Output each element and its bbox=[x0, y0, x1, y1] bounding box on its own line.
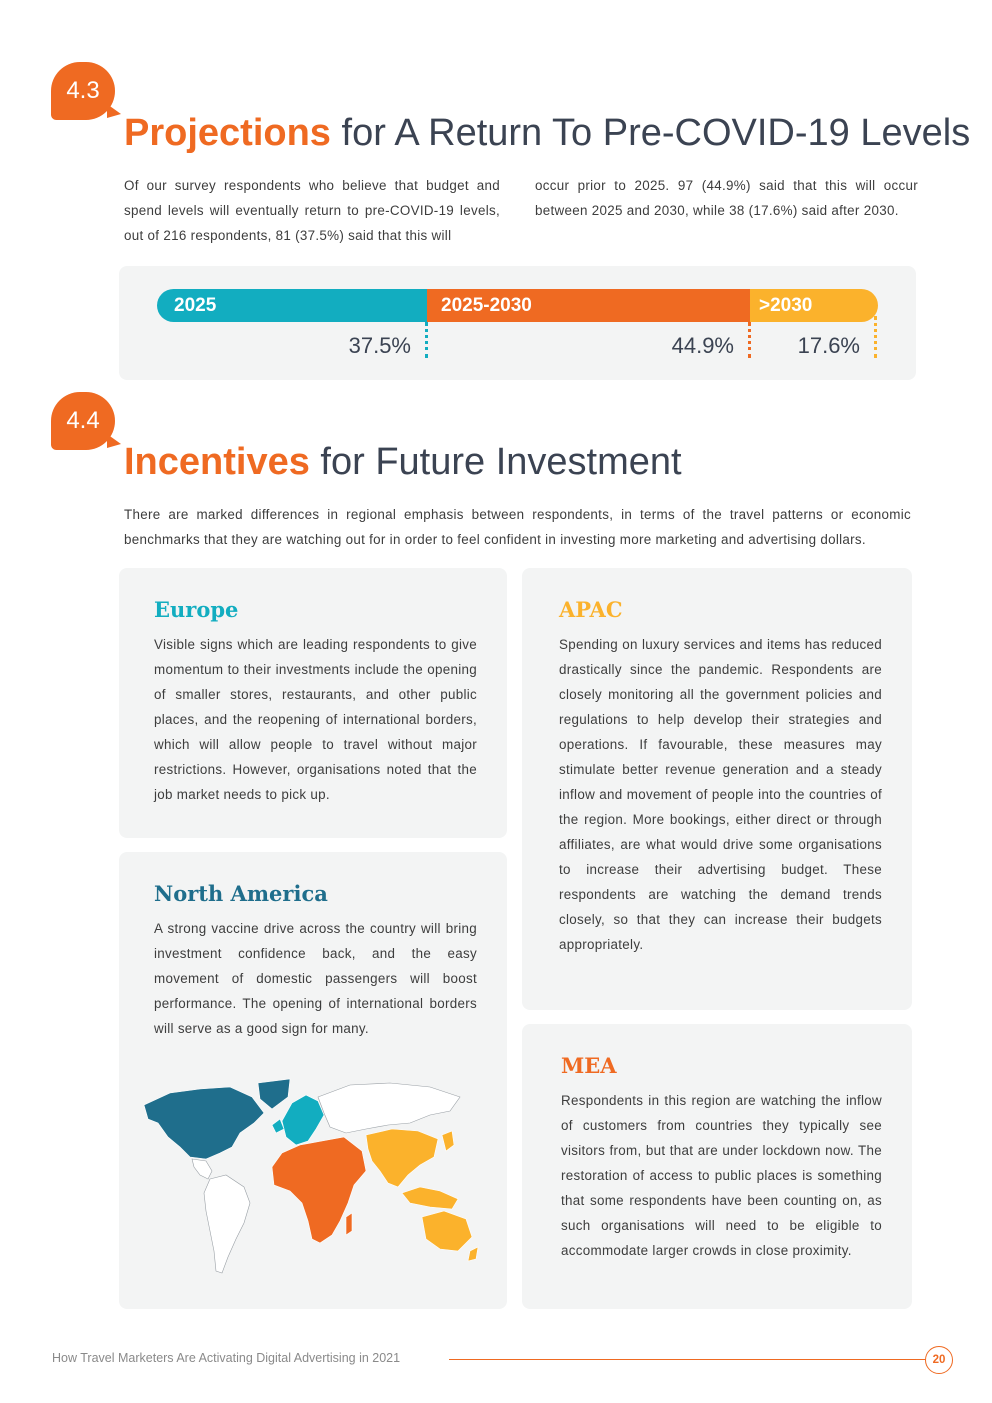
title-highlight: Incentives bbox=[124, 441, 310, 483]
mea-body: Respondents in this region are watching the inflow of customers from countries they typically see visitors from, but that are under lockdown now. The restoration of access to public places is something that some respondents have been counting on, as such organisations will need to be eligible to accommodate larger crowds in close proximity. bbox=[561, 1093, 882, 1258]
bar-segment-2025 bbox=[157, 289, 427, 322]
segment-label: 2025 bbox=[174, 295, 217, 316]
percent-2025-2030: 44.9% bbox=[671, 333, 734, 358]
tick-2025-2030 bbox=[748, 322, 751, 358]
footer-report-title: How Travel Marketers Are Activating Digital Advertising in 2021 bbox=[52, 1351, 401, 1365]
percent-after-2030: 17.6% bbox=[797, 333, 860, 358]
percent-2025: 37.5% bbox=[348, 333, 411, 358]
title-rest: for Future Investment bbox=[309, 441, 682, 483]
apac-body: Spending on luxury services and items has reduced drastically since the pandemic. Respondents are closely monitoring all the government policies and regulations to help develop their strategies and operations. If favourable, these measures may stimulate better revenue generation and a steady inflow and movement of people into the countries of the region. More bookings, either direct or through affiliates, are what would drive some organisations to increase their advertising budget. These respondents are watching the demand trends closely, so that they can increase their budgets appropriately. bbox=[559, 637, 882, 952]
projections-paragraph-right: occur prior to 2025. 97 (44.9%) said that this will occur between 2025 and 2030, while 38 (17.6%) said after 2030. bbox=[535, 178, 918, 218]
footer-divider bbox=[449, 1359, 926, 1360]
section-title-projections bbox=[124, 112, 970, 155]
north-america-body: A strong vaccine drive across the country will bring investment confidence back, and the easy movement of domestic passengers will boost performance. The opening of international borders will serve as a good sign for many. bbox=[154, 921, 477, 1036]
europe-body: Visible signs which are leading respondents to give momentum to their investments include the opening of smaller stores, restaurants, and other public places, and the reopening of international borders, which will allow people to travel without major restrictions. However, organisations noted that the job market needs to pick up. bbox=[154, 637, 477, 802]
mea-title: MEA bbox=[561, 1053, 617, 1078]
bar-segment-after-2030 bbox=[750, 289, 878, 322]
section-badge-4-4: 4.4 bbox=[51, 392, 115, 450]
section-badge-4-3: 4.3 bbox=[51, 62, 115, 120]
tick-2025 bbox=[425, 322, 428, 358]
projection-bar-panel bbox=[119, 266, 916, 380]
apac-title: APAC bbox=[559, 597, 623, 622]
section-title-incentives bbox=[124, 441, 682, 484]
europe-title: Europe bbox=[154, 597, 239, 622]
title-highlight: Projections bbox=[124, 112, 331, 154]
tick-after-2030 bbox=[874, 316, 877, 358]
segment-label: >2030 bbox=[759, 295, 813, 316]
bar-segment-2025-2030 bbox=[427, 289, 750, 322]
projections-paragraph-left: Of our survey respondents who believe that budget and spend levels will eventually return to pre-COVID-19 levels, out of 216 respondents, 81 (37.5%) said that this will bbox=[124, 178, 500, 243]
page-number: 20 bbox=[925, 1346, 953, 1374]
incentives-intro: There are marked differences in regional emphasis between respondents, in terms of the travel patterns or economic benchmarks that they are watching out for in order to feel confident in investing more marketing and advertising dollars. bbox=[124, 507, 911, 547]
north-america-title: North America bbox=[154, 881, 328, 906]
title-rest: for A Return To Pre-COVID-19 Levels bbox=[330, 112, 971, 154]
world-map-illustration bbox=[140, 1075, 485, 1285]
segment-label: 2025-2030 bbox=[441, 295, 532, 316]
